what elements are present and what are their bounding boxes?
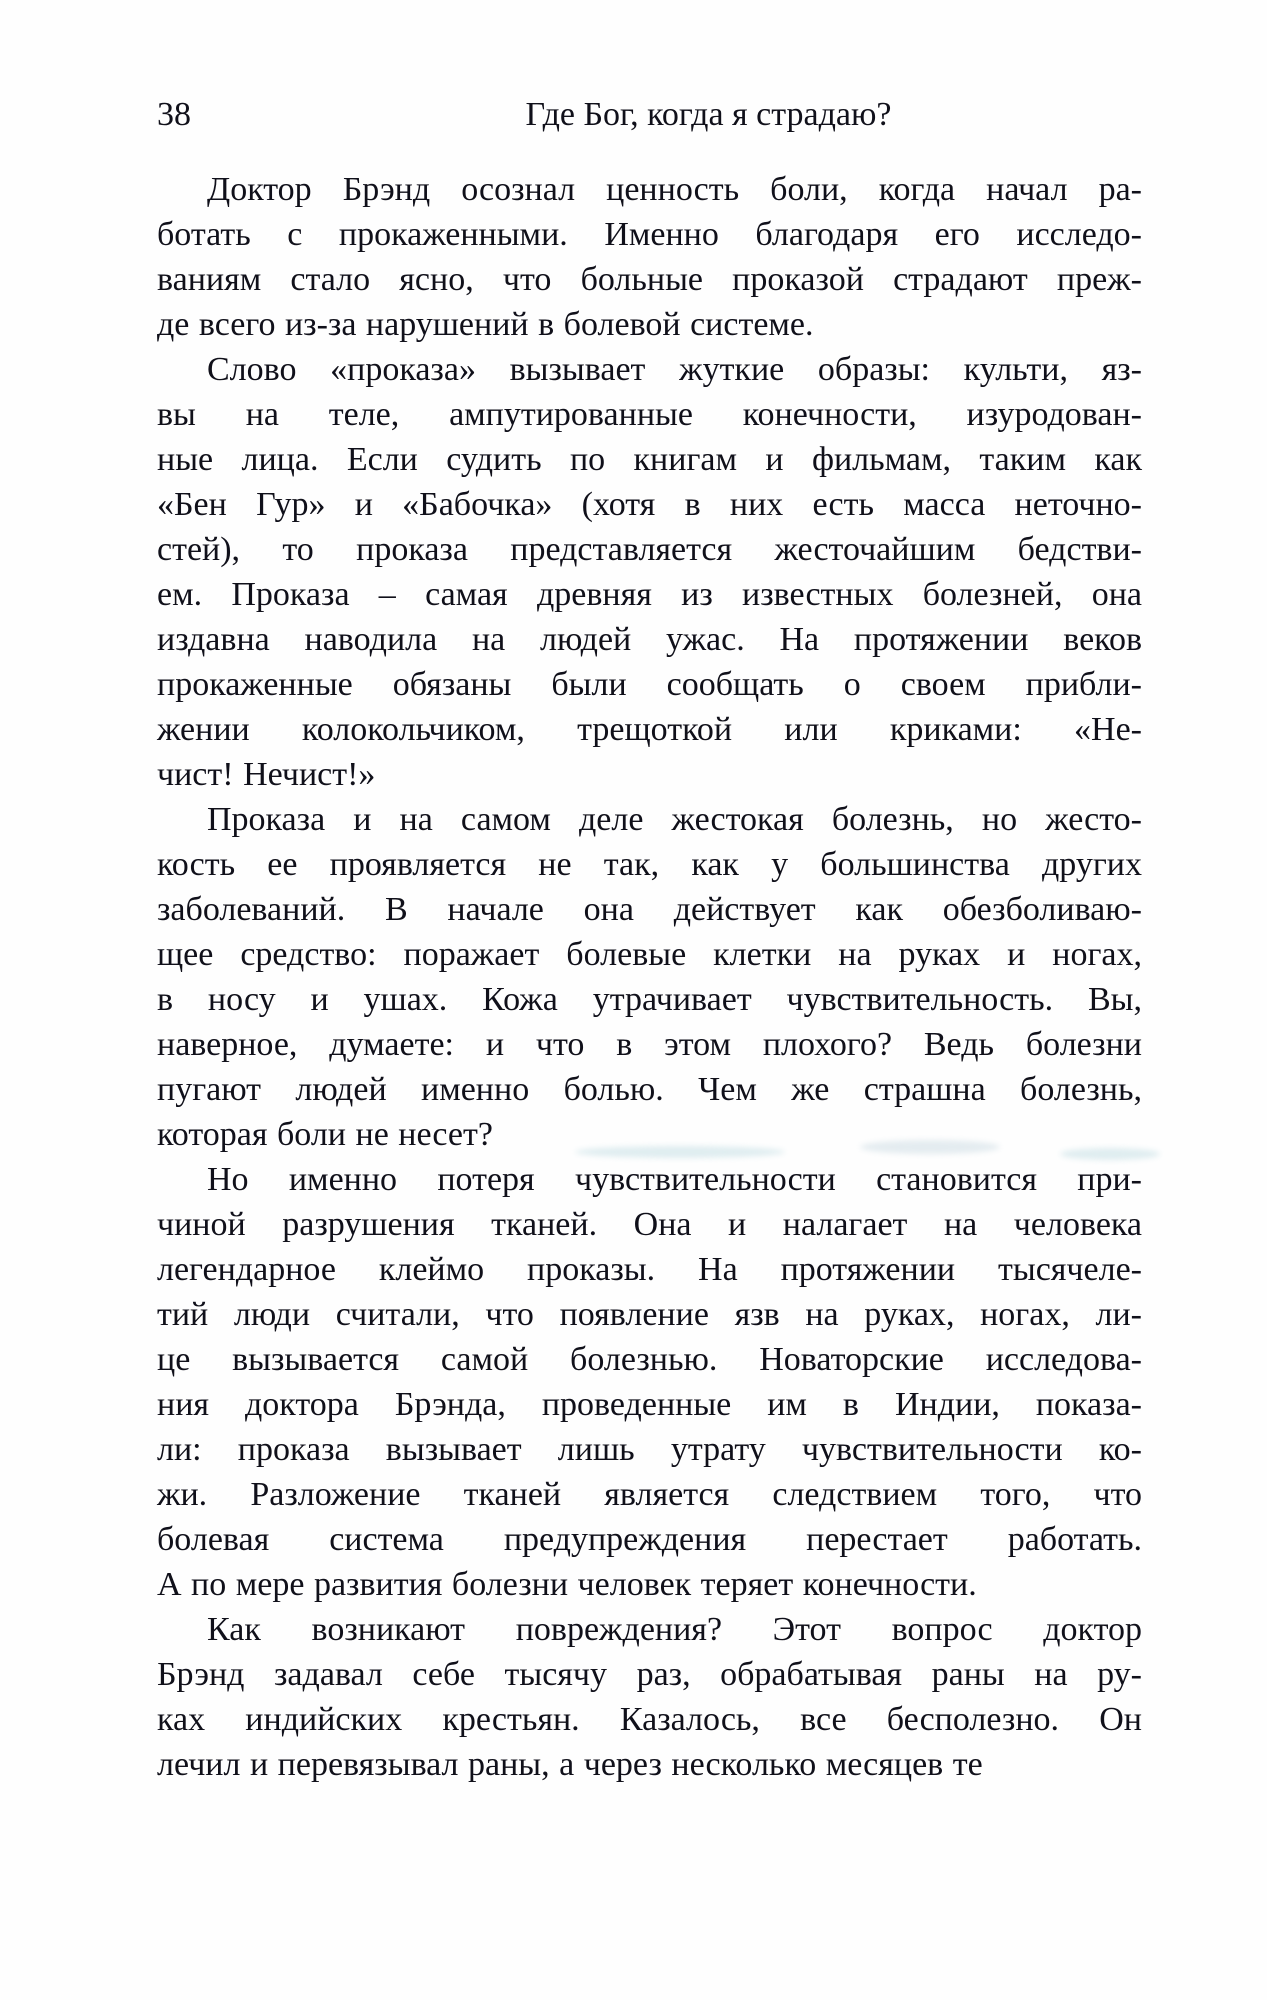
text-line: Но именно потеря чувствительности становится при- <box>207 1161 1142 1198</box>
running-title: Где Бог, когда я страдаю? <box>525 96 892 133</box>
text-line: ем. Проказа – самая древняя из известных болезней, она <box>157 576 1142 613</box>
text-body <box>157 167 1142 1787</box>
text-line: тий люди считали, что появление язв на руках, ногах, ли- <box>157 1296 1142 1333</box>
text-line: ботать с прокаженными. Именно благодаря его исследо- <box>157 216 1142 253</box>
text-line: Как возникают повреждения? Этот вопрос доктор <box>207 1611 1142 1648</box>
text-line: жении колокольчиком, трещоткой или криками: «Не- <box>157 711 1142 748</box>
text-line: А по мере развития болезни человек теряет конечности. <box>157 1566 977 1603</box>
text-line: де всего из-за нарушений в болевой системе. <box>157 306 814 343</box>
text-line: чиной разрушения тканей. Она и налагает на человека <box>157 1206 1142 1243</box>
text-line: ния доктора Брэнда, проведенные им в Индии, показа- <box>157 1386 1142 1423</box>
text-line: в носу и ушах. Кожа утрачивает чувствительность. Вы, <box>157 981 1142 1018</box>
text-line: Брэнд задавал себе тысячу раз, обрабатывая раны на ру- <box>157 1656 1142 1693</box>
text-line: наверное, думаете: и что в этом плохого? Ведь болезни <box>157 1026 1142 1063</box>
text-line: кость ее проявляется не так, как у большинства других <box>157 846 1142 883</box>
text-line: Слово «проказа» вызывает жуткие образы: культи, яз- <box>207 351 1142 388</box>
text-line: жи. Разложение тканей является следствием того, что <box>157 1476 1142 1513</box>
text-line: Доктор Брэнд осознал ценность боли, когда начал ра- <box>207 171 1142 208</box>
text-line: «Бен Гур» и «Бабочка» (хотя в них есть масса неточно- <box>157 486 1142 523</box>
text-line: пугают людей именно болью. Чем же страшна болезнь, <box>157 1071 1142 1108</box>
text-line: ваниям стало ясно, что больные проказой страдают преж- <box>157 261 1142 298</box>
text-line: легендарное клеймо проказы. На протяжении тысячеле- <box>157 1251 1142 1288</box>
text-line: це вызывается самой болезнью. Новаторские исследова- <box>157 1341 1142 1378</box>
running-head <box>157 95 1142 137</box>
text-line: прокаженные обязаны были сообщать о своем прибли- <box>157 666 1142 703</box>
text-line: стей), то проказа представляется жесточайшим бедстви- <box>157 531 1142 568</box>
text-line: болевая система предупреждения перестает работать. <box>157 1521 1142 1558</box>
text-line: которая боли не несет? <box>157 1116 493 1153</box>
text-line: чист! Нечист!» <box>157 756 376 793</box>
text-line: вы на теле, ампутированные конечности, изуродован- <box>157 396 1142 433</box>
text-line: издавна наводила на людей ужас. На протяжении веков <box>157 621 1142 658</box>
text-line: ках индийских крестьян. Казалось, все бесполезно. Он <box>157 1701 1142 1738</box>
text-line: Проказа и на самом деле жестокая болезнь, но жесто- <box>207 801 1142 838</box>
page-number: 38 <box>157 96 191 133</box>
text-line: лечил и перевязывал раны, а через несколько месяцев те <box>157 1746 983 1783</box>
text-line: щее средство: поражает болевые клетки на руках и ногах, <box>157 936 1142 973</box>
text-line: заболеваний. В начале она действует как обезболиваю- <box>157 891 1142 928</box>
text-line: ли: проказа вызывает лишь утрату чувствительности ко- <box>157 1431 1142 1468</box>
text-line: ные лица. Если судить по книгам и фильмам, таким как <box>157 441 1142 478</box>
